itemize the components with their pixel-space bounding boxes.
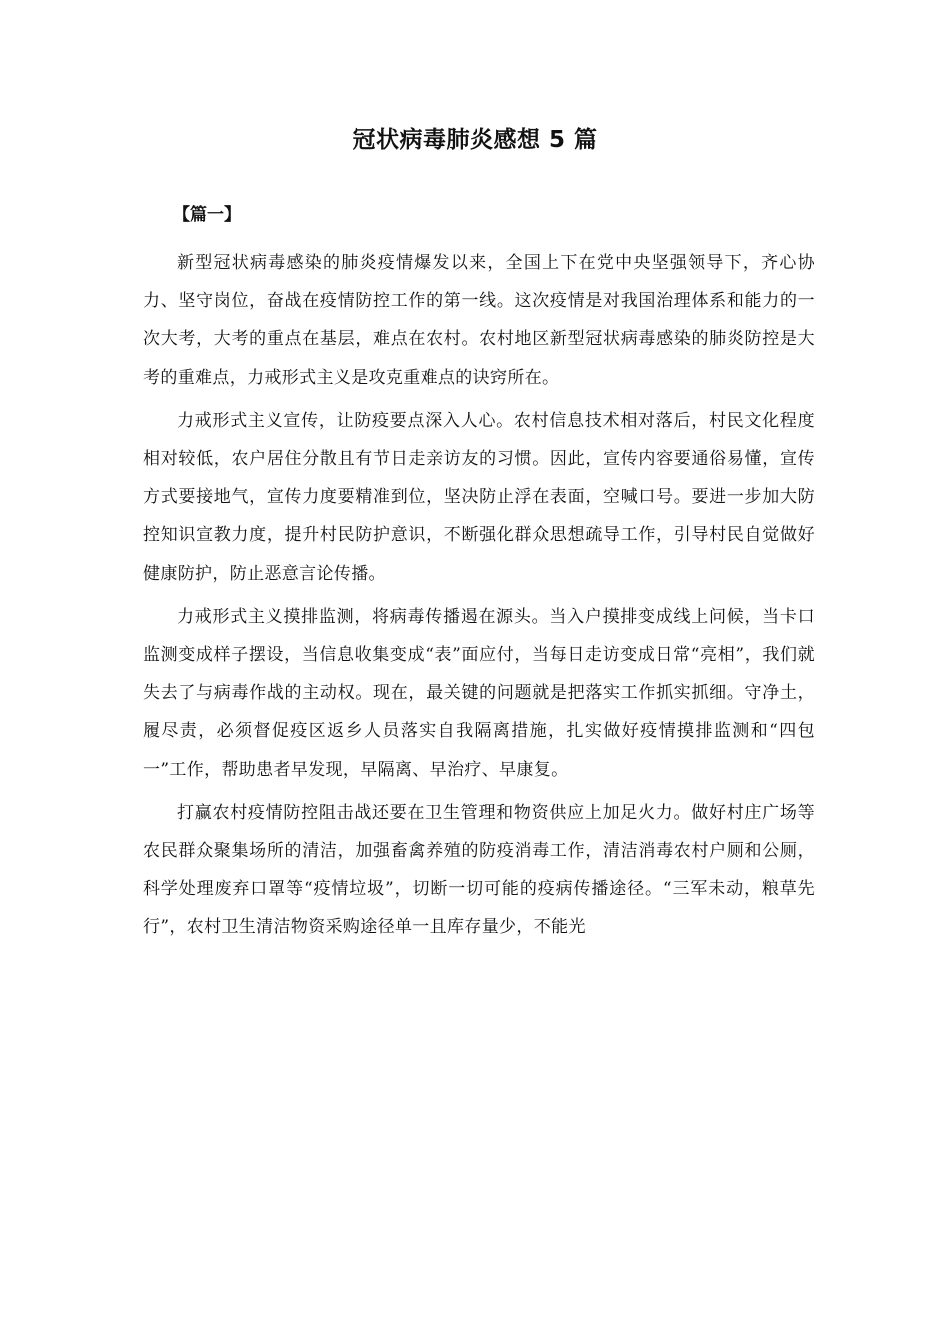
paragraph-1: 新型冠状病毒感染的肺炎疫情爆发以来，全国上下在党中央坚强领导下，齐心协力、坚守岗位，奋战在疫情防控工作的第一线。这次疫情是对我国治理体系和能力的一次大考，大考的重点在基层，难点在农村。农村地区新型冠状病毒感染的肺炎防控是大考的重难点，力戒形式主义是攻克重难点的诀窍所在。	[143, 253, 815, 388]
paragraph-3: 力戒形式主义摸排监测，将病毒传播遏在源头。当入户摸排变成线上问候，当卡口监测变成样子摆设，当信息收集变成“表”面应付，当每日走访变成日常“亮相”，我们就失去了与病毒作战的主动权。现在，最关键的问题就是把落实工作抓实抓细。守净土，履尽责，必须督促疫区返乡人员落实自我隔离措施，扎实做好疫情摸排监测和“四包一”工作，帮助患者早发现，早隔离、早治疗、早康复。	[143, 606, 815, 780]
document-body	[143, 244, 815, 952]
section-heading: 【篇一】	[173, 205, 241, 225]
document-title: 冠状病毒肺炎感想 5 篇	[352, 127, 598, 153]
paragraph-2: 力戒形式主义宣传，让防疫要点深入人心。农村信息技术相对落后，村民文化程度相对较低，农户居住分散且有节日走亲访友的习惯。因此，宣传内容要通俗易懂，宣传方式要接地气，宣传力度要精准到位，坚决防止浮在表面，空喊口号。要进一步加大防控知识宣教力度，提升村民防护意识，不断强化群众思想疏导工作，引导村民自觉做好健康防护，防止恶意言论传播。	[143, 410, 815, 584]
paragraph-4: 打赢农村疫情防控阻击战还要在卫生管理和物资供应上加足火力。做好村庄广场等农民群众聚集场所的清洁，加强畜禽养殖的防疫消毒工作，清洁消毒农村户厕和公厕，科学处理废弃口罩等“疫情垃圾”，切断一切可能的疫病传播途径。“三军未动，粮草先行”，农村卫生清洁物资采购途径单一且库存量少，不能光	[143, 802, 815, 938]
